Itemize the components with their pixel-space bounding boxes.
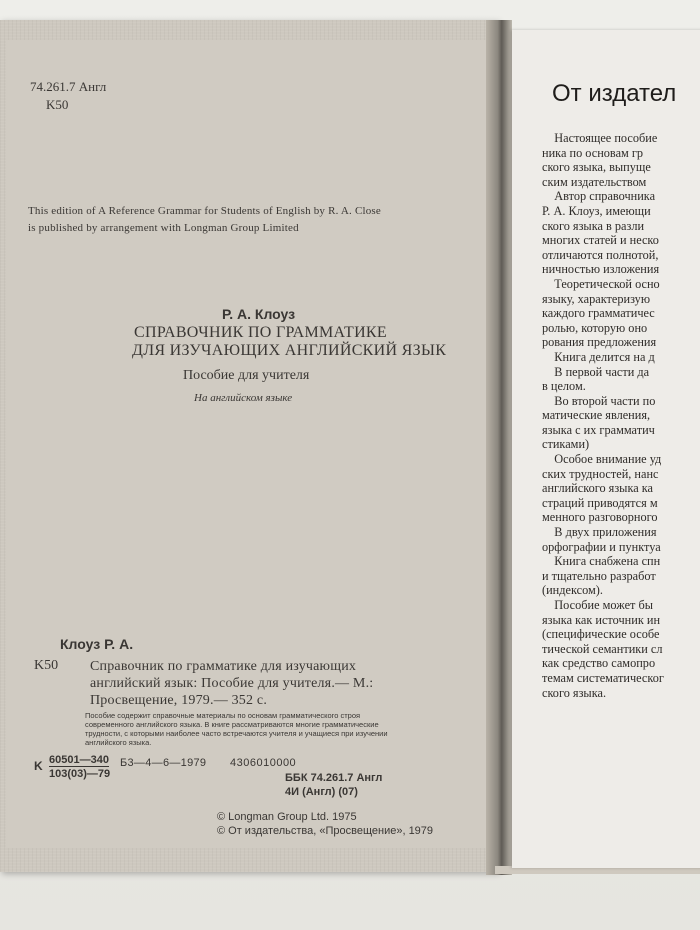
code-letter: K — [34, 759, 43, 773]
right-page-text-line: языка как источник ин — [542, 612, 661, 627]
code-series: Б3—4—6—1979 — [120, 757, 207, 769]
code-number-bottom: 103(03)—79 — [49, 768, 111, 780]
edition-line-1: This edition of A Reference Grammar for Students of English by R. A. Close — [28, 205, 381, 217]
right-page-text-line: матические явления, — [542, 408, 651, 423]
right-page-text-line: В двух приложения — [542, 525, 657, 540]
copyright-prosveshchenie: © От издательства, «Просвещение», 1979 — [217, 825, 434, 837]
right-page-text-line: Во второй части по — [542, 393, 656, 408]
right-page-text-line: ского языка в разли — [542, 218, 645, 233]
right-page-body — [542, 131, 700, 700]
right-page-text-line: английского языка ка — [542, 481, 654, 496]
right-page-text-line: ничностью изложения — [542, 262, 660, 277]
right-page-text-line: (специфические особе — [542, 627, 660, 642]
language-note: На английском языке — [194, 392, 293, 404]
right-page-text-line: Р. А. Клоуз, имеющи — [542, 203, 651, 218]
right-page-text-line: тической семантики сл — [542, 641, 663, 656]
right-page-text-line: ских трудностей, нанс — [542, 466, 659, 481]
right-page-text-line: ского языка, выпуще — [542, 160, 651, 175]
right-page-text-line: ским издательством — [542, 174, 647, 189]
right-page — [512, 30, 700, 868]
right-page-text-line: каждого грамматичес — [542, 306, 655, 321]
bbk-code-secondary: 4И (Англ) (07) — [285, 786, 358, 798]
right-page-text-line: Пособие может бы — [542, 598, 653, 612]
catalog-entry-annotation: Пособие содержит справочные материалы по основам грамматического строя современного английского языка. В книге рассматриваются многие грамматические трудности, с которыми наиболее часто встречаются учителя и учащиеся при изучении английского языка. — [85, 711, 388, 747]
right-page-text-line: Особое внимание уд — [542, 452, 662, 467]
book-title-line-2: ДЛЯ ИЗУЧАЮЩИХ АНГЛИЙСКИЙ ЯЗЫК — [132, 342, 447, 359]
book-author: Р. А. Клоуз — [222, 306, 296, 322]
right-page-text-line: ника по основам гр — [542, 145, 644, 160]
copyright-longman: © Longman Group Ltd. 1975 — [217, 811, 357, 823]
right-page-text-line: рования предложения — [542, 335, 657, 350]
right-page-text-line: орфографии и пунктуа — [542, 539, 661, 554]
right-page-text-line: и тщательно разработ — [542, 568, 656, 583]
code-number: 4306010000 — [230, 757, 297, 769]
right-page-text-line: ского языка. — [542, 685, 607, 700]
catalog-index: K50 — [46, 97, 69, 112]
book-subtitle: Пособие для учителя — [183, 368, 310, 383]
right-page-text-line: как средство самопро — [542, 656, 656, 671]
book-title-line-1: СПРАВОЧНИК ПО ГРАММАТИКЕ — [134, 324, 387, 341]
right-page-text-line: темам систематическог — [542, 670, 664, 685]
bbk-code: ББК 74.261.7 Англ — [285, 772, 383, 784]
right-page-text-line: В первой части да — [542, 364, 650, 379]
right-page-text-line: Теоретической осно — [542, 276, 660, 291]
right-page-text-line: языка с их грамматич — [542, 422, 655, 437]
right-page-text-line: менного разговорного — [542, 510, 658, 525]
right-page-text-line: языку, характеризую — [542, 291, 650, 306]
right-page-text-line: отличаются полнотой, — [542, 247, 659, 262]
catalog-entry-description: Справочник по грамматике для изучающих английский язык: Пособие для учителя.— М.: Просвещение, 1979.— 352 с. — [90, 659, 374, 708]
code-number-top: 60501—340 — [49, 754, 109, 766]
right-page-text-line: в целом. — [542, 379, 586, 394]
catalog-entry-author: Клоуз Р. А. — [60, 636, 134, 652]
book-spine — [486, 20, 512, 875]
edition-line-2: is published by arrangement with Longman Group Limited — [28, 222, 299, 234]
right-page-text-line: ролью, которую оно — [542, 320, 648, 335]
right-page-text-line: Книга снабжена спн — [542, 554, 661, 569]
right-page-text-line: Настоящее пособие — [542, 131, 658, 145]
catalog-entry-index: K50 — [34, 658, 59, 673]
right-page-text-line: (индексом). — [542, 583, 603, 598]
right-page-text-line: Автор справочника — [542, 189, 656, 204]
edition-notice — [28, 203, 381, 237]
catalog-code: 74.261.7 Англ — [30, 79, 107, 94]
right-page-text-line: страций приводятся м — [542, 495, 658, 510]
right-page-heading: От издател — [552, 80, 677, 107]
right-page-text-line: многих статей и неско — [542, 233, 659, 248]
right-page-text-line: стиками) — [542, 437, 590, 452]
right-page-text-line: Книга делится на д — [542, 349, 655, 364]
